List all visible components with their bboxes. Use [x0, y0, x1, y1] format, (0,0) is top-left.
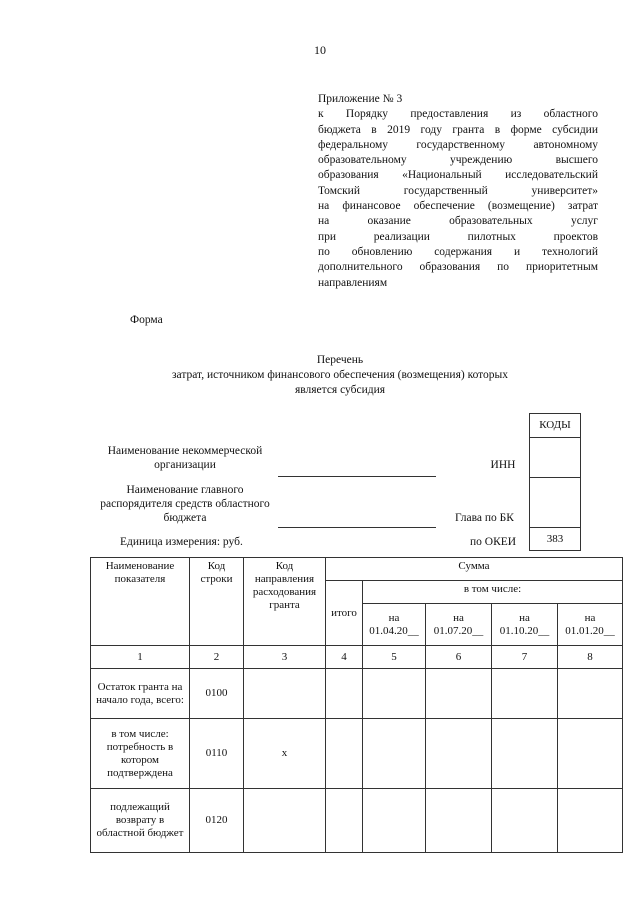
appendix-line: направлениям — [318, 276, 388, 289]
okei-label: по ОКЕИ — [470, 536, 517, 548]
page-number: 10 — [314, 43, 326, 57]
cell-value[interactable] — [426, 669, 492, 719]
okei-code: 383 — [530, 528, 581, 551]
col-header-date: на 01.04.20__ — [363, 604, 426, 646]
title-line: Перечень — [316, 354, 364, 366]
col-header-code: Код строки — [190, 558, 244, 646]
col-header-direction: Код направления расходования гранта — [244, 558, 326, 646]
column-number: 6 — [426, 646, 492, 669]
column-number: 8 — [558, 646, 623, 669]
cell-value[interactable] — [558, 789, 623, 853]
appendix-line: Томский государственный университет» — [318, 184, 598, 197]
cell-direction — [244, 789, 326, 853]
column-number: 5 — [363, 646, 426, 669]
col-header-date: на 01.10.20__ — [492, 604, 558, 646]
cell-value[interactable] — [363, 789, 426, 853]
codes-header: КОДЫ — [530, 414, 581, 438]
org-name-label: Наименование некоммерческой организации — [107, 445, 263, 471]
appendix-line: бюджета в 2019 году гранта в форме субсидии — [318, 123, 598, 136]
manager-field[interactable] — [278, 527, 436, 528]
col-header-date: на 01.01.20__ — [558, 604, 623, 646]
codes-table — [529, 413, 581, 551]
cell-value[interactable] — [326, 719, 363, 789]
appendix-line: при реализации пилотных проектов — [318, 230, 598, 243]
table-row — [91, 669, 623, 719]
glava-label: Глава по БК — [455, 512, 514, 524]
column-number: 7 — [492, 646, 558, 669]
table-row — [91, 719, 623, 789]
form-label: Форма — [130, 314, 163, 326]
col-header-total: итого — [326, 581, 363, 646]
cell-name: Остаток гранта на начало года, всего: — [91, 669, 190, 719]
cell-value[interactable] — [558, 669, 623, 719]
cell-value[interactable] — [558, 719, 623, 789]
org-name-field[interactable] — [278, 476, 436, 477]
appendix-line: Приложение № 3 — [318, 93, 403, 105]
inn-label: ИНН — [490, 459, 516, 471]
cell-value[interactable] — [326, 789, 363, 853]
appendix-line: по обновлению содержания и технологий — [318, 245, 598, 258]
table-row — [91, 789, 623, 853]
cell-value[interactable] — [492, 719, 558, 789]
cell-value[interactable] — [326, 669, 363, 719]
col-header-sum: Сумма — [326, 558, 623, 581]
manager-label: Наименование главного распорядителя средств областного бюджета — [100, 484, 270, 524]
column-number: 3 — [244, 646, 326, 669]
cell-code: 0100 — [190, 669, 244, 719]
cell-name: подлежащий возврату в областной бюджет — [91, 789, 190, 853]
column-number: 1 — [91, 646, 190, 669]
cell-value[interactable] — [492, 669, 558, 719]
cell-direction: х — [244, 719, 326, 789]
document-title — [130, 353, 550, 398]
cell-value[interactable] — [426, 719, 492, 789]
cell-value[interactable] — [363, 719, 426, 789]
title-line: затрат, источником финансового обеспечения (возмещения) которых — [171, 369, 509, 381]
appendix-line: на оказание образовательных услуг — [318, 215, 598, 228]
appendix-line: на финансовое обеспечение (возмещение) затрат — [318, 200, 598, 213]
cell-code: 0110 — [190, 719, 244, 789]
inn-code[interactable] — [530, 438, 581, 478]
appendix-line: образовательному учреждению высшего — [318, 154, 598, 167]
cell-code: 0120 — [190, 789, 244, 853]
cell-direction — [244, 669, 326, 719]
title-line: является субсидия — [294, 384, 386, 396]
appendix-line: федеральному государственному автономному — [318, 138, 598, 151]
col-header-incl: в том числе: — [363, 581, 623, 604]
cell-value[interactable] — [363, 669, 426, 719]
col-header-name: Наименование показателя — [91, 558, 190, 646]
appendix-header — [318, 92, 598, 291]
cell-value[interactable] — [492, 789, 558, 853]
cell-value[interactable] — [426, 789, 492, 853]
column-number: 4 — [326, 646, 363, 669]
cell-name: в том числе: потребность в котором подтверждена — [91, 719, 190, 789]
appendix-line: к Порядку предоставления из областного — [318, 108, 598, 121]
unit-label: Единица измерения: руб. — [120, 536, 243, 548]
col-header-date: на 01.07.20__ — [426, 604, 492, 646]
appendix-line: дополнительного образования по приоритетным — [318, 261, 598, 274]
glava-code[interactable] — [530, 478, 581, 528]
appendix-line: образования «Национальный исследовательский — [318, 169, 598, 182]
column-number: 2 — [190, 646, 244, 669]
expenses-table — [90, 557, 623, 853]
